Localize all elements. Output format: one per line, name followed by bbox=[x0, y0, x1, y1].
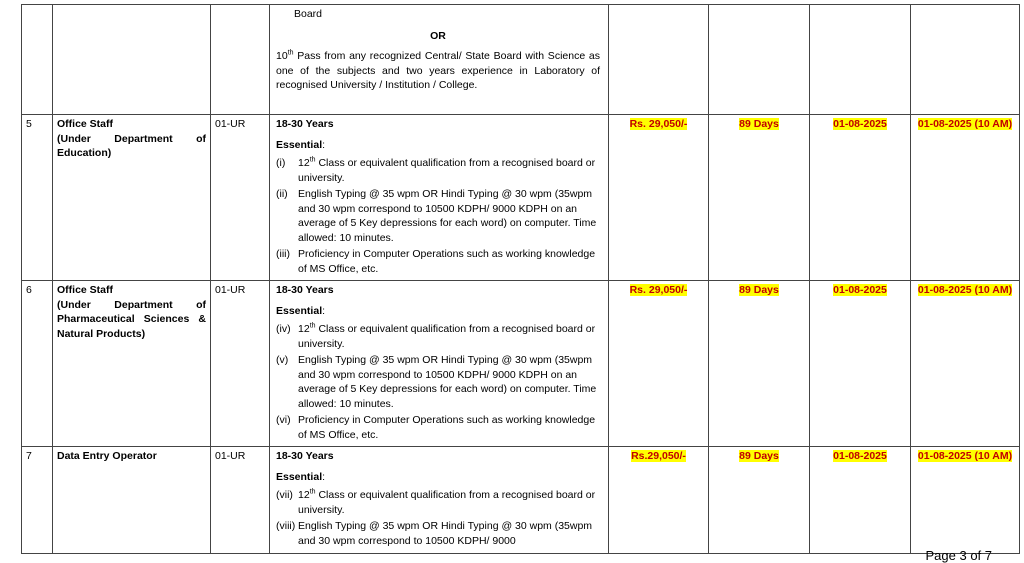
salary-cell bbox=[609, 281, 709, 447]
sno-cell: 7 bbox=[22, 447, 53, 554]
vacancy-cell bbox=[211, 5, 270, 115]
age-limit: 18-30 Years bbox=[276, 118, 334, 130]
list-item bbox=[276, 156, 600, 185]
duration-value: 89 Days bbox=[739, 284, 779, 296]
tenth-number: 10 bbox=[276, 50, 288, 62]
salary-cell bbox=[609, 447, 709, 554]
salary-value: Rs. 29,050/- bbox=[629, 118, 688, 130]
item-number: (ii) bbox=[276, 188, 288, 200]
item-prefix: 12 bbox=[298, 489, 310, 501]
duration-value: 89 Days bbox=[739, 450, 779, 462]
table-row bbox=[22, 115, 1020, 281]
item-text bbox=[298, 488, 600, 517]
qualification-cell bbox=[270, 447, 609, 554]
date-value: 01-08-2025 bbox=[833, 450, 887, 462]
item-number: (viii) bbox=[276, 520, 296, 532]
post-title: Office Staff bbox=[57, 284, 114, 296]
sno-cell: 6 bbox=[22, 281, 53, 447]
age-limit: 18-30 Years bbox=[276, 284, 334, 296]
item-number: (v) bbox=[276, 354, 289, 366]
date-time-value: 01-08-2025 (10 AM) bbox=[917, 284, 1013, 296]
item-text bbox=[298, 156, 600, 185]
duration-cell bbox=[709, 281, 810, 447]
item-body: Class or equivalent qualification from a recognised board or university. bbox=[298, 157, 596, 184]
list-item bbox=[276, 187, 600, 245]
age-limit: 18-30 Years bbox=[276, 450, 334, 462]
or-text: OR bbox=[430, 29, 446, 42]
item-number: (vi) bbox=[276, 414, 291, 426]
salary-cell bbox=[609, 115, 709, 281]
item-superscript: th bbox=[309, 322, 316, 330]
essential-label: Essential bbox=[276, 470, 323, 483]
list-item bbox=[276, 353, 600, 411]
list-item bbox=[276, 322, 600, 351]
item-superscript: th bbox=[309, 156, 316, 164]
tenth-superscript: th bbox=[287, 49, 294, 57]
date-time-cell bbox=[911, 115, 1020, 281]
post-cell bbox=[53, 115, 211, 281]
vacancy-cell: 01-UR bbox=[211, 447, 270, 554]
list-item bbox=[276, 488, 600, 517]
post-title: Office Staff bbox=[57, 118, 114, 130]
date-cell bbox=[810, 5, 911, 115]
table-row bbox=[22, 447, 1020, 554]
vacancy-cell: 01-UR bbox=[211, 281, 270, 447]
item-body: Class or equivalent qualification from a recognised board or university. bbox=[298, 489, 596, 516]
duration-cell bbox=[709, 115, 810, 281]
item-number: (iv) bbox=[276, 323, 291, 335]
date-value: 01-08-2025 bbox=[833, 118, 887, 130]
essential-heading: Essential: bbox=[276, 470, 326, 483]
qualification-cell bbox=[270, 5, 609, 115]
item-prefix: 12 bbox=[298, 323, 310, 335]
essential-label: Essential bbox=[276, 138, 323, 151]
date-time-cell bbox=[911, 281, 1020, 447]
essential-heading: Essential: bbox=[276, 304, 326, 317]
date-time-value: 01-08-2025 (10 AM) bbox=[917, 118, 1013, 130]
date-value: 01-08-2025 bbox=[833, 284, 887, 296]
essential-label: Essential bbox=[276, 304, 323, 317]
date-cell bbox=[810, 281, 911, 447]
item-text: Proficiency in Computer Operations such as working knowledge of MS Office, etc. bbox=[298, 414, 596, 441]
date-time-value: 01-08-2025 (10 AM) bbox=[917, 450, 1013, 462]
duration-cell bbox=[709, 447, 810, 554]
list-item bbox=[276, 413, 600, 442]
item-prefix: 12 bbox=[298, 157, 310, 169]
item-text: English Typing @ 35 wpm OR Hindi Typing @ 30 wpm (35wpm and 30 wpm correspond to 10500 KDPH/ 9000 KDPH on an average of 5 Key depressions for each word) on computer. Time allowed: 10 minutes. bbox=[298, 188, 597, 244]
table-row-continuation bbox=[22, 5, 1020, 115]
alternate-qualification-text: Pass from any recognized Central/ State Board with Science as one of the subjects and two years experience in Laboratory of recognised University / Institution / College. bbox=[276, 50, 600, 91]
salary-cell bbox=[609, 5, 709, 115]
item-text: English Typing @ 35 wpm OR Hindi Typing @ 30 wpm (35wpm and 30 wpm correspond to 10500 KDPH/ 9000 bbox=[298, 520, 593, 547]
date-time-cell bbox=[911, 447, 1020, 554]
item-number: (i) bbox=[276, 157, 286, 169]
item-number: (iii) bbox=[276, 248, 290, 260]
post-cell bbox=[53, 281, 211, 447]
salary-value: Rs.29,050/- bbox=[631, 450, 686, 462]
sno-cell: 5 bbox=[22, 115, 53, 281]
posts-table bbox=[21, 4, 1020, 554]
duration-cell bbox=[709, 5, 810, 115]
item-body: Class or equivalent qualification from a recognised board or university. bbox=[298, 323, 596, 350]
item-superscript: th bbox=[309, 488, 316, 496]
salary-value: Rs. 29,050/- bbox=[629, 284, 688, 296]
item-number: (vii) bbox=[276, 489, 293, 501]
duration-value: 89 Days bbox=[739, 118, 779, 130]
post-cell bbox=[53, 5, 211, 115]
post-department: (Under Department of Education) bbox=[57, 132, 206, 159]
post-title: Data Entry Operator bbox=[57, 450, 157, 462]
item-text bbox=[298, 322, 600, 351]
date-time-cell bbox=[911, 5, 1020, 115]
vacancy-cell: 01-UR bbox=[211, 115, 270, 281]
post-cell bbox=[53, 447, 211, 554]
qualification-cell bbox=[270, 115, 609, 281]
list-item bbox=[276, 519, 600, 548]
sno-cell bbox=[22, 5, 53, 115]
list-item bbox=[276, 247, 600, 276]
essential-heading: Essential: bbox=[276, 138, 326, 151]
date-cell bbox=[810, 447, 911, 554]
post-department: (Under Department of Pharmaceutical Sciences & Natural Products) bbox=[57, 298, 206, 340]
table-row bbox=[22, 281, 1020, 447]
date-cell bbox=[810, 115, 911, 281]
item-text: English Typing @ 35 wpm OR Hindi Typing @ 30 wpm (35wpm and 30 wpm correspond to 10500 KDPH/ 9000 KDPH on an average of 5 Key depressions for each word) on computer. Time allowed: 10 minutes. bbox=[298, 354, 597, 410]
alternate-qualification bbox=[276, 49, 600, 93]
item-text: Proficiency in Computer Operations such as working knowledge of MS Office, etc. bbox=[298, 248, 596, 275]
qualification-cell bbox=[270, 281, 609, 447]
board-text: Board bbox=[294, 8, 323, 20]
page-number: Page 3 of 7 bbox=[925, 548, 992, 563]
